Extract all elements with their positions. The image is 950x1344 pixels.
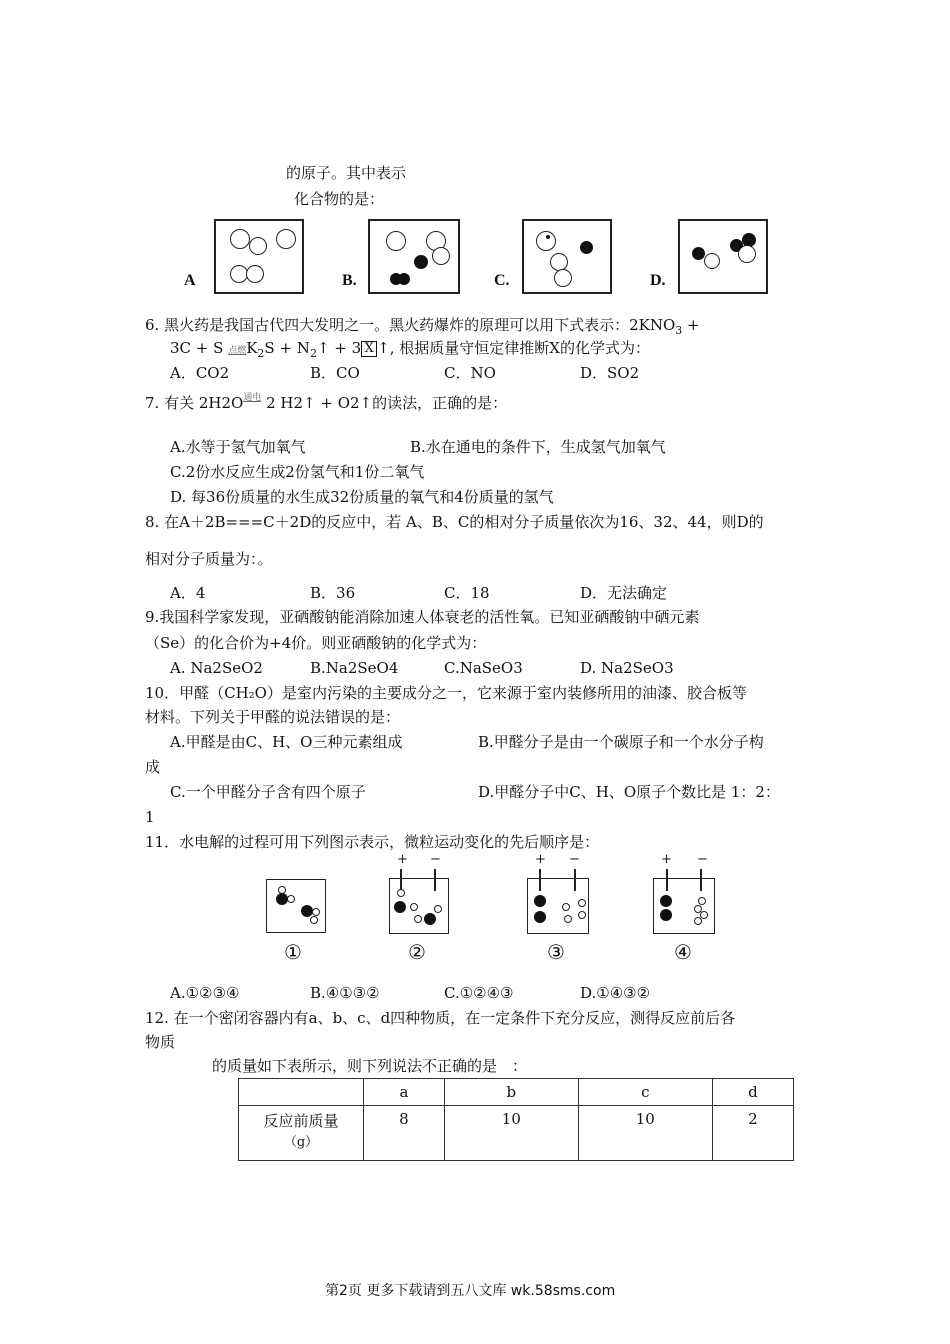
figure-label-c: C. (494, 272, 510, 289)
table-header-row (239, 1079, 794, 1106)
cathode (574, 869, 576, 891)
atom-white (536, 231, 556, 251)
q6-option-a: A．CO2 (170, 364, 230, 382)
q6-line2 (170, 337, 650, 365)
figure-label-a: A (184, 272, 196, 289)
table-header-d: d (712, 1079, 793, 1106)
minus-sign: − (430, 852, 441, 867)
hydrogen-atom (312, 908, 320, 916)
anode (666, 869, 668, 891)
x-box: X (361, 341, 377, 357)
electrolysis-box-2 (389, 878, 449, 934)
atom-white (386, 231, 406, 251)
hydrogen-atom (694, 917, 702, 925)
anode (539, 869, 541, 891)
row-label-line1: 反应前质量 (263, 1112, 339, 1130)
table-header-c: c (578, 1079, 712, 1106)
q10-option-d-cont: 1 (145, 808, 155, 826)
figure-number-1: ① (284, 940, 302, 964)
q12-line3: 的质量如下表所示，则下列说法不正确的是 ： (212, 1057, 528, 1075)
cathode (700, 869, 702, 891)
atom-white (249, 237, 267, 255)
cathode (434, 869, 436, 891)
q8-option-b: B．36 (310, 584, 356, 602)
mass-table (238, 1078, 794, 1161)
figure-box-c (522, 219, 612, 294)
hydrogen-atom (578, 899, 586, 907)
atom-black (546, 235, 550, 239)
q6-sub-2: 2 (257, 347, 265, 360)
q11-option-a: A.①②③④ (170, 984, 240, 1002)
atom-white (738, 245, 756, 263)
figure-label-b: B. (342, 272, 357, 289)
atom-white (246, 265, 264, 283)
table-row-label (239, 1106, 364, 1161)
hydrogen-atom (698, 897, 706, 905)
hydrogen-atom (310, 916, 318, 924)
q7-option-a: A.水等于氢气加氧气 (170, 438, 306, 456)
q9-line1: 9.我国科学家发现，亚硒酸钠能消除加速人体衰老的活性氧。已知亚硒酸钠中硒元素 (145, 608, 700, 626)
atom-white (704, 253, 720, 269)
hydrogen-atom (562, 903, 570, 911)
plus-sign: + (661, 852, 672, 867)
q11-option-b: B.④①③② (310, 984, 380, 1002)
q12-line2: 物质 (145, 1033, 176, 1051)
oxygen-atom (424, 913, 436, 925)
table-cell-b: 10 (444, 1106, 578, 1161)
hydrogen-atom (397, 889, 405, 897)
q11-option-d: D.①④③② (580, 984, 651, 1002)
q9-line2: （Se）的化合价为+4价。则亚硒酸钠的化学式为： (145, 634, 487, 652)
intro-line1: 的原子。其中表示 (286, 164, 407, 182)
figure-box-a (214, 219, 304, 294)
q10-option-d: D.甲醛分子中C、H、O原子个数比是 1：2： (478, 783, 780, 801)
q6-line1-text: 6. 黑火药是我国古代四大发明之一。黑火药爆炸的原理可以用下式表示：2KNO (145, 316, 676, 334)
q8-line1: 8. 在A＋2B===C＋2D的反应中，若 A、B、C的相对分子质量依次为16、32、44，则D的 (145, 513, 764, 531)
q8-option-a: A．4 (170, 584, 206, 602)
q10-option-b-cont: 成 (145, 758, 161, 776)
q6-option-b: B．CO (310, 364, 360, 382)
electrolysis-box-4 (653, 878, 715, 934)
atom-black (414, 255, 428, 269)
electrolysis-box-3 (527, 878, 589, 934)
plus-sign: + (397, 852, 408, 867)
q6-product-n: ↑ + 3 (316, 339, 362, 357)
q6-line2-end: ↑, 根据质量守恒定律推断X的化学式为： (377, 339, 650, 357)
hydrogen-atom (564, 915, 572, 923)
q7-stem-a: 7. 有关 2H2O (145, 394, 244, 412)
table-header-empty (239, 1079, 364, 1106)
atom-white (276, 229, 296, 249)
q11-option-c: C.①②④③ (444, 984, 514, 1002)
q9-option-a: A. Na2SeO2 (170, 659, 263, 677)
oxygen-atom (534, 911, 546, 923)
table-header-b: b (444, 1079, 578, 1106)
table-cell-c: 10 (578, 1106, 712, 1161)
electrolysis-box-1 (266, 879, 326, 933)
q6-sub-2b: 2 (309, 347, 317, 360)
figure-number-3: ③ (547, 940, 565, 964)
q6-product-s: S + N (264, 339, 310, 357)
atom-black (580, 241, 593, 254)
oxygen-atom (660, 895, 672, 907)
q8-option-d: D．无法确定 (580, 584, 668, 602)
atom-white (554, 269, 572, 287)
q6-option-c: C．NO (444, 364, 496, 382)
hydrogen-atom (410, 903, 418, 911)
q6-condition: 点燃 (228, 346, 247, 356)
atom-black (398, 273, 410, 285)
table-row (239, 1106, 794, 1161)
hydrogen-atom (287, 895, 295, 903)
q6-option-d: D．SO2 (580, 364, 640, 382)
hydrogen-atom (434, 905, 442, 913)
intro-line2: 化合物的是： (294, 190, 385, 208)
q6-sub: 3 (675, 324, 683, 337)
plus-sign: + (535, 852, 546, 867)
minus-sign: − (697, 852, 708, 867)
figure-box-d (678, 219, 768, 294)
q12-line1: 12. 在一个密闭容器内有a、b、c、d四种物质，在一定条件下充分反应，测得反应前后各 (145, 1009, 736, 1027)
q10-line1: 10．甲醛（CH₂O）是室内污染的主要成分之一，它来源于室内装修所用的油漆、胶合板等 (145, 684, 747, 702)
table-header-a: a (364, 1079, 445, 1106)
q7-option-b: B.水在通电的条件下，生成氢气加氧气 (410, 438, 666, 456)
page-footer: 第2页 更多下载请到五八文库 wk.58sms.com (325, 1283, 616, 1299)
q8-option-c: C．18 (444, 584, 490, 602)
oxygen-atom (660, 909, 672, 921)
q9-option-d: D. Na2SeO3 (580, 659, 674, 677)
q7-stem-b: 2 H2↑ + O2↑的读法，正确的是： (261, 394, 508, 412)
atom-white (432, 247, 450, 265)
q7-condition: 通电 (243, 393, 262, 403)
atom-black (692, 247, 705, 260)
minus-sign: − (569, 852, 580, 867)
figure-number-2: ② (408, 940, 426, 964)
oxygen-atom (394, 901, 406, 913)
q9-option-c: C.NaSeO3 (444, 659, 523, 677)
figure-label-d: D. (650, 272, 666, 289)
q6-reactant: 3C + S (170, 339, 224, 357)
oxygen-atom (534, 895, 546, 907)
q6-product-k: K (246, 339, 258, 357)
row-label-line2: （g） (283, 1135, 319, 1150)
q11-stem: 11．水电解的过程可用下列图示表示，微粒运动变化的先后顺序是： (145, 833, 600, 851)
q7-option-d: D. 每36份质量的水生成32份质量的氧气和4份质量的氢气 (170, 488, 554, 506)
q7-stem (145, 392, 507, 417)
figure-box-b (368, 219, 460, 294)
table-cell-a: 8 (364, 1106, 445, 1161)
q9-option-b: B.Na2SeO4 (310, 659, 399, 677)
q10-option-a: A.甲醛是由C、H、O三种元素组成 (170, 733, 403, 751)
q6-line1-end: + (682, 316, 700, 334)
atom-white (230, 229, 250, 249)
q8-line2: 相对分子质量为：。 (145, 550, 273, 568)
anode (400, 869, 402, 891)
table-cell-d: 2 (712, 1106, 793, 1161)
q7-option-c: C.2份水反应生成2份氢气和1份二氧气 (170, 463, 425, 481)
atom-white (550, 253, 568, 271)
q10-option-c: C.一个甲醛分子含有四个原子 (170, 783, 366, 801)
hydrogen-atom (414, 915, 422, 923)
q10-option-b: B.甲醛分子是由一个碳原子和一个水分子构 (478, 733, 764, 751)
hydrogen-atom (578, 911, 586, 919)
figure-number-4: ④ (674, 940, 692, 964)
q10-line2: 材料。下列关于甲醛的说法错误的是： (145, 708, 401, 726)
